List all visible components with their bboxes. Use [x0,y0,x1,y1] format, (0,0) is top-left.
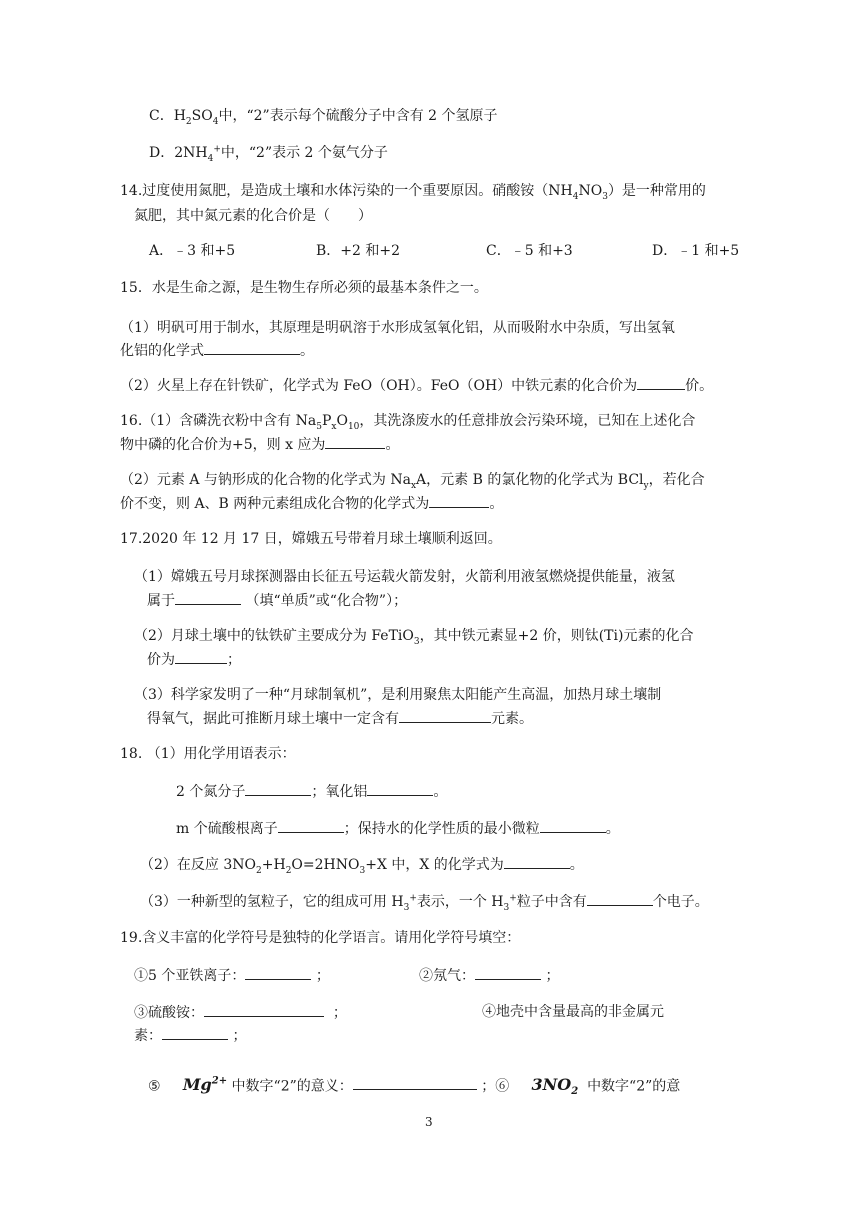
q17-part2-line2: 价为 ； [147,649,241,670]
q16-part2-line1: （2）元素 A 与钠形成的化合物的化学式为 $Na_xA$，元素 B 的氯化物的化学式为 BCl$_y$，若化合 [120,472,705,491]
q13-option-d: D．$2NH_4^+$中，“2”表示 2 个氨气分子 [149,144,388,164]
q17-stem: 17.2020 年 12 月 17 日，嫦娥五号带着月球土壤顺利返回。 [120,531,502,547]
q16-part1-line1: 16.（1）含磷洗衣粉中含有 $Na_5P_xO_{10}$，其洗涤废水的任意排放会污染环境，已知在上述化合 [120,413,696,432]
q16-part2-line2: 价不变，则 A、B 两种元素组成化合物的化学式为 。 [120,493,503,514]
q17-part3-line2: 得氧气，据此可推断月球土壤中一定含有 元素。 [147,708,533,729]
answer-blank[interactable] [429,493,489,508]
q19-item2: ②氖气： ； [419,965,559,986]
q19-item1: ①5 个亚铁离子： ； [134,965,330,986]
answer-blank[interactable] [587,891,653,906]
answer-blank[interactable] [399,708,491,723]
q19-item4: ④地壳中含量最高的非金属元 [482,1004,664,1020]
q16-part1-line2: 物中磷的化合价为+5，则 x 应为 。 [120,434,399,455]
answer-blank[interactable] [637,375,685,390]
q15-part1-line1: （1）明矾可用于制水，其原理是明矾溶于水形成氢氧化铝，从而吸附水中杂质，写出氢氧 [120,320,675,336]
page-number: 3 [425,1115,433,1129]
answer-blank[interactable] [175,649,227,664]
answer-blank[interactable] [540,818,606,833]
q14-option-a: A．﹣3 和+5 [149,243,236,259]
q17-part2-line1: （2）月球土壤中的钛铁矿主要成分为 FeTiO$_3$，其中铁元素显+2 价，则钛(Ti)元素的化合 [134,628,694,647]
answer-blank[interactable] [475,965,541,980]
q15-stem: 15．水是生命之源，是生物生存所必须的最基本条件之一。 [120,280,488,296]
q15-part1-line2: 化铝的化学式 。 [120,340,314,361]
q15-part2: （2）火星上存在针铁矿，化学式为 FeO（OH）。FeO（OH）中铁元素的化合价为 价。 [120,375,713,396]
answer-blank[interactable] [204,340,300,355]
q19-item4-line2: 素： ； [134,1025,246,1046]
answer-blank[interactable] [325,434,385,449]
q19-item5-6: ⑤ $Mg^{2+}$ 中数字“2”的意义： ；⑥ $3NO_2$ 中数字“2”的意 [148,1075,681,1098]
q14-option-c: C．﹣5 和+3 [486,243,573,259]
q18-row1: 2 个氮分子 ；氧化铝 。 [176,781,447,802]
answer-blank[interactable] [245,781,311,796]
answer-blank[interactable] [162,1025,228,1040]
q13-option-c: C．$H_2SO_4$中，“2”表示每个硫酸分子中含有 2 个氢原子 [149,108,498,127]
q19-stem: 19.含义丰富的化学符号是独特的化学语言。请用化学符号填空： [120,930,521,946]
q14-stem-line1: 14.过度使用氮肥，是造成土壤和水体污染的一个重要原因。硝酸铵$(NH_4NO_3)$是一种常用的 [120,183,706,202]
no2-formula: $3NO_2$ [531,1075,579,1098]
q17-part1-line1: （1）嫦娥五号月球探测器由长征五号运载火箭发射，火箭利用液氢燃烧提供能量，液氢 [134,569,675,585]
q18-stem: 18. （1）用化学用语表示： [120,746,296,762]
answer-blank[interactable] [204,1002,324,1017]
q18-part2: （2）在反应 $3NO_2+H_2O=2HNO_3+X$ 中，X 的化学式为 。 [140,854,584,875]
answer-blank[interactable] [175,590,241,605]
q19-item3: ③硫酸铵： ； [134,1002,347,1023]
q14-option-d: D．﹣1 和+5 [652,243,740,259]
answer-blank[interactable] [278,818,344,833]
q17-part1-line2: 属于 （填“单质”或“化合物”）； [147,590,407,611]
answer-blank[interactable] [367,781,433,796]
q14-option-b: B．+2 和+2 [316,243,401,259]
q18-part3: （3）一种新型的氢粒子，它的组成可用 $H_3^+$表示，一个 $H_3^+$粒子中含有 个电子。 [140,891,709,912]
answer-blank[interactable] [245,965,311,980]
answer-blank[interactable] [504,854,570,869]
q14-stem-line2: 氮肥，其中氮元素的化合价是（ ） [134,208,372,224]
q17-part3-line1: （3）科学家发明了一种“月球制氧机”，是利用聚焦太阳能产生高温，加热月球土壤制 [134,687,662,703]
mg-ion-formula: $Mg^{2+}$ [182,1075,228,1095]
q18-row2: m 个硫酸根离子 ；保持水的化学性质的最小微粒 。 [176,818,620,839]
answer-blank[interactable] [353,1075,477,1090]
